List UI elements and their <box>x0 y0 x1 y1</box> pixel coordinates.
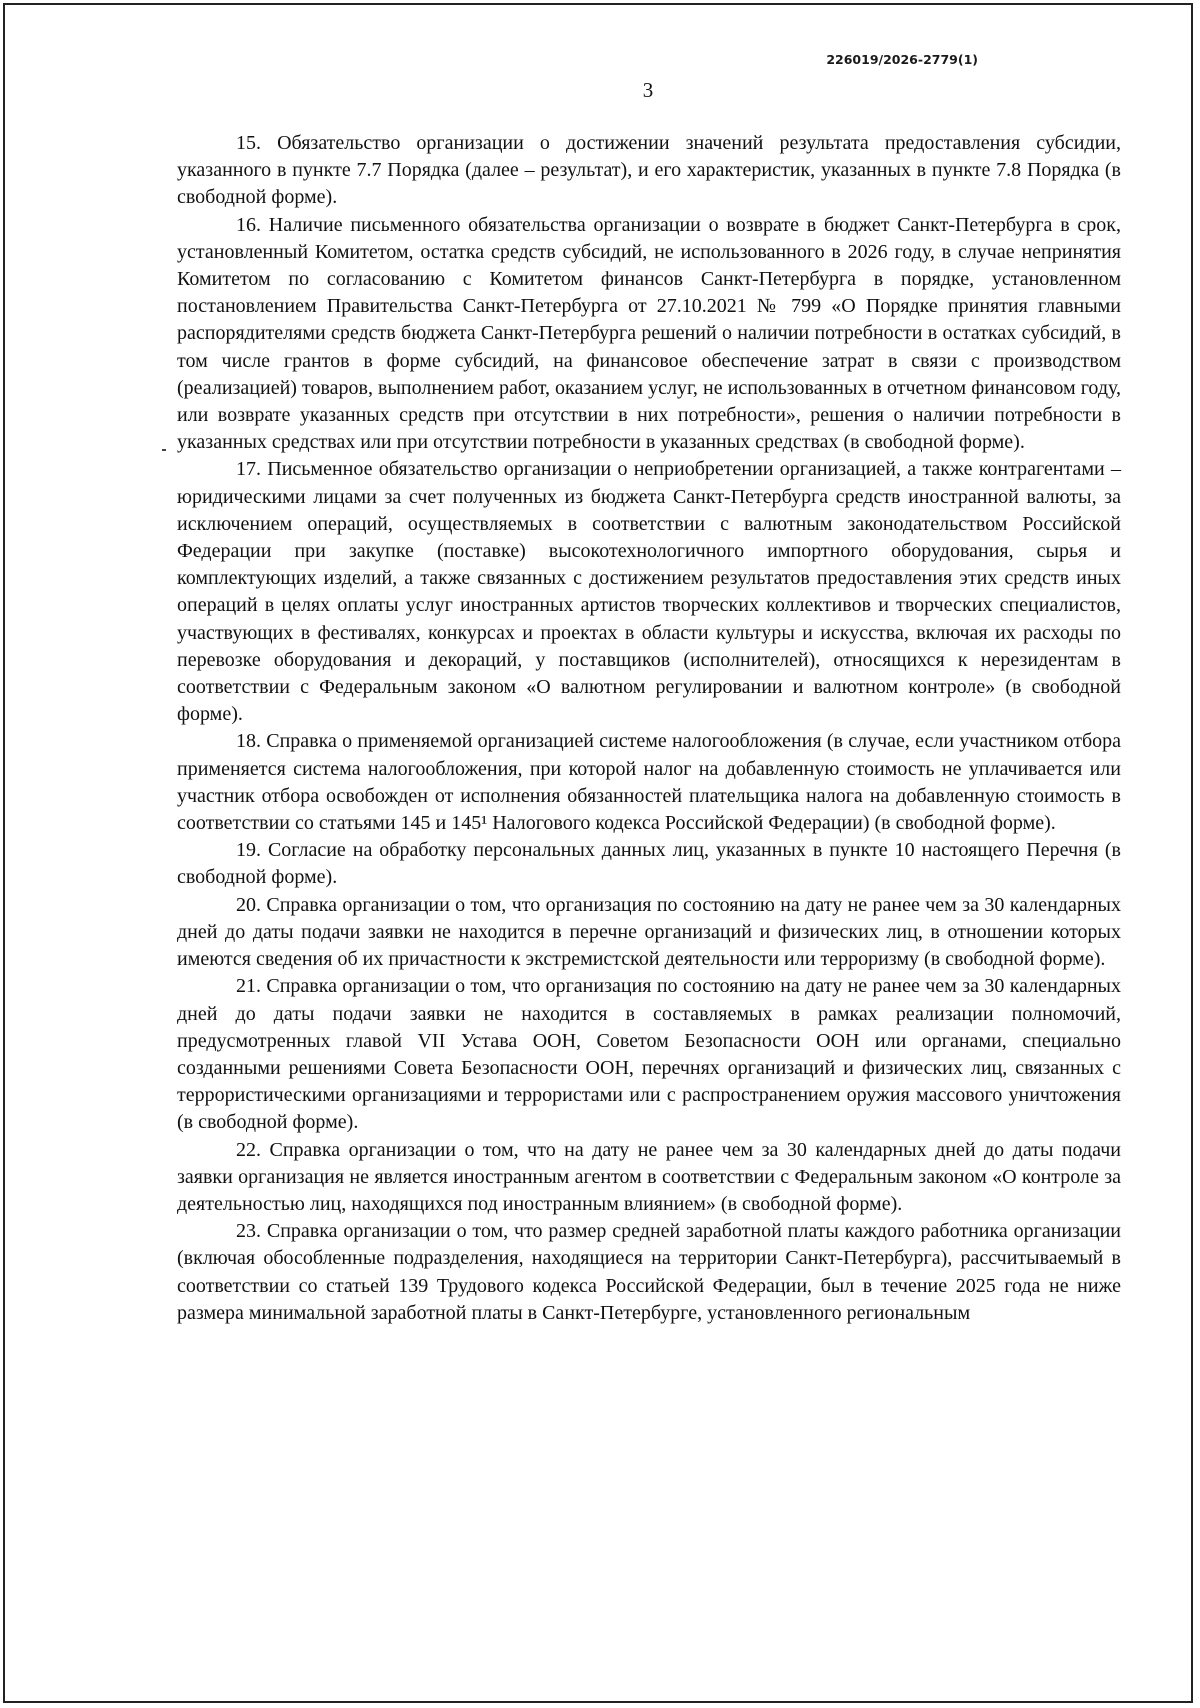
document-registration-number: 226019/2026-2779(1) <box>826 52 978 67</box>
paragraph-20: 20. Справка организации о том, что организация по состоянию на дату не ранее чем за 30 календарных дней до даты подачи заявки не находится в перечне организаций и физических лиц, в отношении которых имеются сведения об их причастности к экстремистской деятельности или терроризму (в свободной форме). <box>177 893 1121 971</box>
paragraph-23: 23. Справка организации о том, что размер средней заработной платы каждого работника организации (включая обособленные подразделения, находящиеся на территории Санкт-Петербурга), рассчитываемый в соответствии со статьей 139 Трудового кодекса Российской Федерации, был в течение 2025 года не ниже размера минимальной заработной платы в Санкт-Петербурге, установленного региональным <box>177 1220 1121 1324</box>
paragraph-22: 22. Справка организации о том, что на дату не ранее чем за 30 календарных дней до даты подачи заявки организация не является иностранным агентом в соответствии с Федеральным законом «О контроле за деятельностью лиц, находящихся под иностранным влиянием» (в свободной форме). <box>177 1138 1121 1215</box>
paragraph-18: 18. Справка о применяемой организацией системе налогообложения (в случае, если участником отбора применяется система налогообложения, при которой налог на добавленную стоимость не уплачивается или участник отбора освобожден от исполнения обязанностей плательщика налога на добавленную стоимость в соответствии со статьями 145 и 145¹ Налогового кодекса Российской Федерации) (в свободной форме). <box>177 730 1121 835</box>
paragraph-19: 19. Согласие на обработку персональных данных лиц, указанных в пункте 10 настоящего Перечня (в свободной форме). <box>177 839 1121 889</box>
paragraph-17: 17. Письменное обязательство организации о неприобретении организацией, а также контрагентами – юридическими лицами за счет полученных из бюджета Санкт-Петербурга средств иностранной валюты, за исключением операций, осуществляемых в соответствии с валютным законодательством Российской Федерации при закупке (поставке) высокотехнологичного импортного оборудования, сырья и комплектующих изделий, а также связанных с достижением результатов предоставления этих средств иных операций в целях оплаты услуг иностранных артистов творческих коллективов и творческих специалистов, участвующих в фестивалях, конкурсах и проектах в области культуры и искусства, включая их расходы по перевозке оборудования и декораций, у поставщиков (исполнителей), относящихся к нерезидентам в соответствии с Федеральным законом «О валютном регулировании и валютном контроле» (в свободной форме). <box>177 458 1121 726</box>
paragraph-15: 15. Обязательство организации о достижении значений результата предоставления субсидии, указанного в пункте 7.7 Порядка (далее – результат), и его характеристик, указанных в пункте 7.8 Порядка (в свободной форме). <box>177 132 1121 209</box>
paragraph-16: 16. Наличие письменного обязательства организации о возврате в бюджет Санкт-Петербурга в срок, установленный Комитетом, остатка средств субсидий, не использованного в 2026 году, в случае непринятия Комитетом по согласованию с Комитетом финансов Санкт-Петербурга в порядке, установленном постановлением Правительства Санкт-Петербурга от 27.10.2021 № 799 «О Порядке принятия главными распорядителями средств бюджета Санкт-Петербурга решений о наличии потребности в остатках субсидий, в том числе грантов в форме субсидий, на финансовое обеспечение затрат в связи с производством (реализацией) товаров, выполнением работ, оказанием услуг, не использованных в отчетном финансовом году, или возврате указанных средств при отсутствии в них потребности», решения о наличии потребности в указанных средствах или при отсутствии потребности в указанных средствах (в свободной форме). <box>177 213 1121 454</box>
scan-margin-mark <box>162 449 166 451</box>
page-number: 3 <box>642 78 654 102</box>
document-body <box>177 130 1121 1327</box>
paragraph-21: 21. Справка организации о том, что организация по состоянию на дату не ранее чем за 30 календарных дней до даты подачи заявки не находится в составляемых в рамках реализации полномочий, предусмотренных главой VII Устава ООН, Советом Безопасности ООН или органами, специально созданными решениями Совета Безопасности ООН, перечнях организаций и физических лиц, связанных с террористическими организациями и террористами или с распространением оружия массового уничтожения (в свободной форме). <box>177 975 1121 1134</box>
